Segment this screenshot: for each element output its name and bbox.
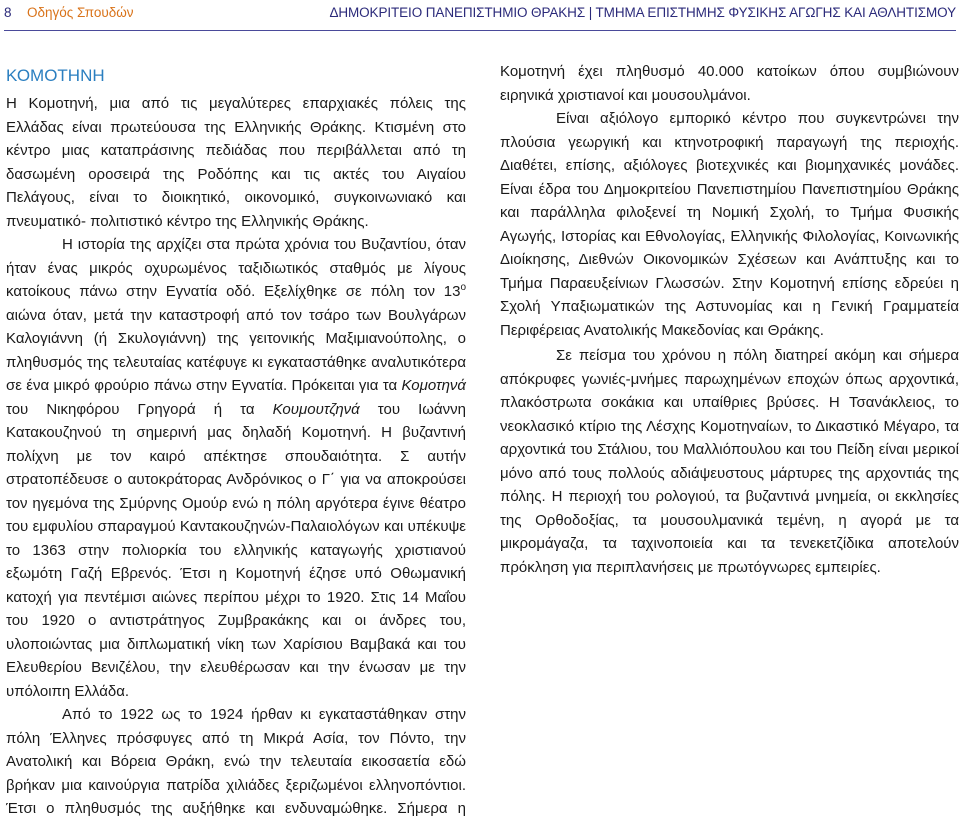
history-text-d: του Ιωάννη Κατακουζηνού τη σημερινή μας δηλαδή Κομοτηνή. Η βυζαντινή πολίχνη με τον καιρό απέκτησε σπουδαιότητα. Σ αυτήν στρατοπέδευσε ο αυτοκράτορας Ανδρόνικος ο Γ΄ για να αποκρούσει τον ηγεμόνα της Σμύρνης Ομούρ ενώ η πόλη αργότερα έγινε θέατρο του εμφυλίου σπαραγμού Καντακουζηνών-Παλαιολόγων και υπέκυψε το 1363 στην πολιορκία του ελληνικής καταγωγής χριστιανού εξωμότη Γαζή Εβρενός. Έτσι η Κομοτηνή έζησε υπό Οθωμανική κατοχή για πεντέμισι αιώνες περίπου μέχρι το 1920. Στις 14 Μαΐου του 1920 ο αντιστράτηγος Ζυμβρακάκης και οι άνδρες του, υλοποιώντας μια διπλωματική νίκη των Χαρίσιου Βαμβακά και του Ελευθερίου Βενιζέλου, την ελευθέρωσαν και την ένωσαν με την υπόλοιπη Ελλάδα.: [6, 400, 466, 700]
page-header: [0, 0, 960, 28]
economy-paragraph: Είναι αξιόλογο εμπορικό κέντρο που συγκεντρώνει την πλούσια γεωργική και κτηνοτροφική παραγωγή της περιοχής. Διαθέτει, επίσης, αξιόλογες βιοτεχνικές και βιομηχανικές μονάδες. Είναι έδρα του Δημοκριτείου Πανεπιστημίου Πανεπιστημίου Θράκης και παράλληλα φιλοξενεί τη Νομική Σχολή, το Τμήμα Φυσικής Αγωγής, Ιστορίας και Εθνολογίας, Ελληνικής Φιλολογίας, Κοινωνικής Διοίκησης, Διεθνών Οικονομικών Σχέσεων και Ανάπτυξης και το Τμήμα Παραευξείνιων Γλωσσών. Στην Κομοτηνή επίσης εδρεύει η Σχολή Υπαξιωματικών της Αστυνομίας και η Γενική Γραμματεία Περιφέρειας Ανατολικής Μακεδονίας και Θράκης.: [500, 110, 959, 339]
history-text-b: αιώνα όταν, μετά την καταστροφή από τον τσάρο των Βουλγάρων Καλογιάννη (ή Σκυλογιάννη) της γειτονικής Μαξιμιανούπολης, ο πληθυσμός της τελευταίας κατέφυγε κι εγκαταστάθηκε αναλυτικότερα σε ένα μικρό φρούριο πάνω στην Εγνατία. Πρόκειται για τα: [6, 306, 466, 394]
heritage-paragraph: Σε πείσμα του χρόνου η πόλη διατηρεί ακόμη και σήμερα απόκρυφες γωνιές-μνήμες παρωχημένων εποχών όπως αρχοντικά, πλακόστρωτα σοκάκια και υπαίθριες βρύσες. Η Τσανάκλειος, το νεοκλασικό κτίριο της Λέσχης Κομοτηναίων, το Δικαστικό Μέγαρο, τα αρχοντικά του Στάλιου, του Μαλλιόπουλου και του Πείδη είναι μερικοί μόνο από τους πολλούς αδιάψευστους μάρτυρες της αρχοντιάς της πόλης. Η περιοχή του ρολογιού, τα βυζαντινά μνημεία, οι εκκλησίες της Ορθοδοξίας, τα μουσουλμανικά τεμένη, η αγορά με τα μικρομάγαζα, τα ταχινοποιεία και τα τενεκετζίδικα αποτελούν πρόκληση για περιπλανήσεις με πρωτόγνωρες εμπειρίες.: [500, 347, 959, 576]
history-text-a: Η ιστορία της αρχίζει στα πρώτα χρόνια του Βυζαντίου, όταν ήταν ένας μικρός οχυρωμένος ταξιδιωτικός σταθμός με λίγους κατοίκους πάνω στην Εγνατία οδό. Εξελίχθηκε σε πόλη τον 13: [6, 236, 466, 300]
right-column: [500, 60, 959, 579]
koumoutzina-term: Κουμουτζηνά: [272, 400, 360, 418]
refugees-paragraph-continued: Κομοτηνή έχει πληθυσμό 40.000 κατοίκων όπου συμβιώνουν ειρηνικά χριστιανοί και μουσουλμάνοι.: [500, 63, 959, 104]
komotina-term: Κομοτηνά: [401, 377, 466, 394]
guide-title: Οδηγός Σπουδών: [27, 5, 134, 20]
section-title: ΚΟΜΟΤΗΝΗ: [6, 66, 105, 85]
history-text-c: του Νικηφόρου Γρηγορά ή τα: [6, 400, 273, 418]
intro-paragraph: Η Κομοτηνή, μια από τις μεγαλύτερες επαρχιακές πόλεις της Ελλάδας είναι πρωτεύουσα της Ελληνικής Θράκης. Κτισμένη στο κέντρο μιας καταπράσινης πεδιάδας που περιβάλλεται από τη δασωμένη οροσειρά της Ροδόπης και τις ακτές του Αιγαίου Πελάγους, είναι το διοικητικό, οικονομικό, συγκοινωνιακό και πνευματικό- πολιτιστικό κέντρο της Ελληνικής Θράκης.: [6, 95, 466, 230]
refugees-paragraph: Από το 1922 ως το 1924 ήρθαν κι εγκαταστάθηκαν στην πόλη Έλληνες πρόσφυγες από τη Μικρά Ασία, τον Πόντο, την Ανατολική και Βόρεια Θράκη, ενώ την τελευταία εικοσαετία εδώ βρήκαν μια καινούργια πατρίδα χιλιάδες ξεριζωμένοι ελληνοπόντιοι. Έτσι ο πληθυσμός της αυξήθηκε και ενδυναμώθηκε. Σήμερα η: [6, 706, 466, 817]
header-divider: [4, 30, 956, 31]
history-paragraph: [6, 233, 466, 703]
page-number: 8: [4, 5, 12, 20]
department-title: ΔΗΜΟΚΡΙΤΕΙΟ ΠΑΝΕΠΙΣΤΗΜΙΟ ΘΡΑΚΗΣ | ΤΜΗΜΑ ΕΠΙΣΤΗΜΗΣ ΦΥΣΙΚΗΣ ΑΓΩΓΗΣ ΚΑΙ ΑΘΛΗΤΙΣΜΟΥ: [329, 5, 956, 20]
left-column: [6, 64, 466, 821]
century-superscript: ο: [460, 282, 466, 293]
